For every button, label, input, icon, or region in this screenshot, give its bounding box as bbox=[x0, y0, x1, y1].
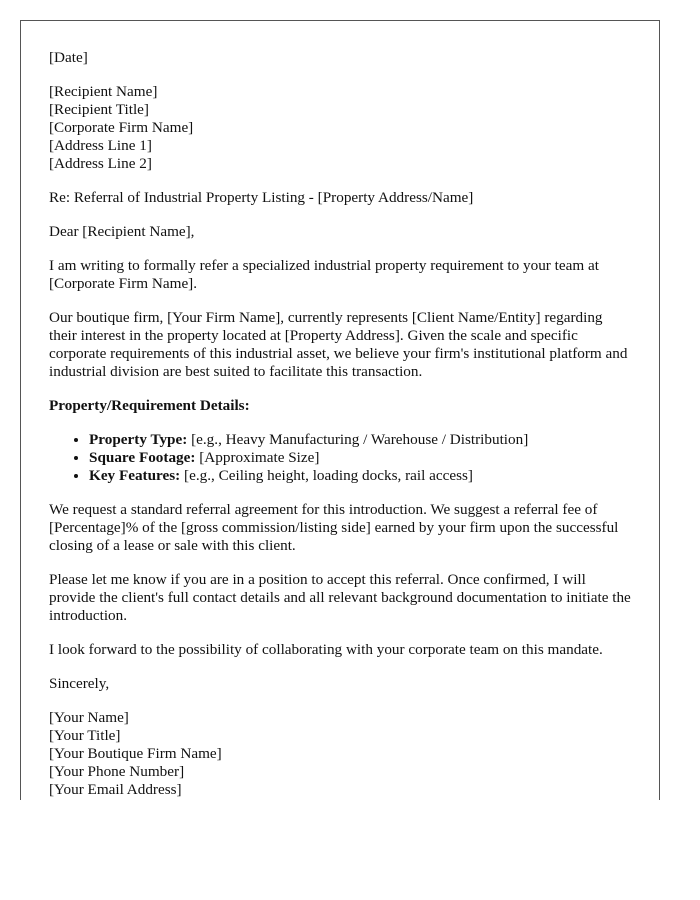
letter-page bbox=[20, 20, 660, 800]
next-steps-paragraph: Please let me know if you are in a position to accept this referral. Once confirmed, I will provide the client's full contact details and all relevant background documentation to initiate the introduction. bbox=[49, 571, 631, 624]
sender-block bbox=[49, 709, 631, 799]
fee-paragraph: We request a standard referral agreement for this introduction. We suggest a referral fee of [Percentage]% of the [gross commission/listing side] earned by your firm upon the successful closing of a lease or sale with this client. bbox=[49, 501, 619, 554]
detail-value-property-type: [e.g., Heavy Manufacturing / Warehouse / Distribution] bbox=[187, 431, 529, 448]
sign-off: Sincerely, bbox=[49, 675, 110, 692]
subject-line: Re: Referral of Industrial Property Listing - [Property Address/Name] bbox=[49, 189, 474, 206]
detail-label-square-footage: Square Footage: bbox=[89, 449, 196, 466]
detail-label-property-type: Property Type: bbox=[89, 431, 188, 448]
sender-title: [Your Title] bbox=[49, 727, 121, 744]
sender-name: [Your Name] bbox=[49, 709, 129, 726]
recipient-address-line-1: [Address Line 1] bbox=[49, 137, 152, 154]
letter-date: [Date] bbox=[49, 49, 88, 66]
list-item bbox=[89, 431, 631, 449]
salutation: Dear [Recipient Name], bbox=[49, 223, 195, 240]
detail-value-key-features: [e.g., Ceiling height, loading docks, rail access] bbox=[180, 467, 473, 484]
sender-firm: [Your Boutique Firm Name] bbox=[49, 745, 222, 762]
list-item bbox=[89, 449, 631, 467]
recipient-block bbox=[49, 83, 631, 173]
details-list bbox=[49, 431, 631, 485]
detail-value-square-footage: [Approximate Size] bbox=[195, 449, 320, 466]
list-item bbox=[89, 467, 631, 485]
sender-email: [Your Email Address] bbox=[49, 781, 182, 798]
details-heading: Property/Requirement Details: bbox=[49, 397, 250, 414]
context-paragraph: Our boutique firm, [Your Firm Name], currently represents [Client Name/Entity] regarding their interest in the property located at [Property Address]. Given the scale and specific corporate requirements of this industrial asset, we believe your firm's institutional platform and industrial division are best suited to facilitate this transaction. bbox=[49, 309, 628, 380]
intro-paragraph: I am writing to formally refer a specialized industrial property requirement to your team at [Corporate Firm Name]. bbox=[49, 257, 599, 292]
recipient-name: [Recipient Name] bbox=[49, 83, 158, 100]
sender-phone: [Your Phone Number] bbox=[49, 763, 185, 780]
detail-label-key-features: Key Features: bbox=[89, 467, 181, 484]
recipient-address-line-2: [Address Line 2] bbox=[49, 155, 152, 172]
recipient-firm: [Corporate Firm Name] bbox=[49, 119, 194, 136]
closing-note-paragraph: I look forward to the possibility of collaborating with your corporate team on this mandate. bbox=[49, 641, 603, 658]
recipient-title: [Recipient Title] bbox=[49, 101, 149, 118]
